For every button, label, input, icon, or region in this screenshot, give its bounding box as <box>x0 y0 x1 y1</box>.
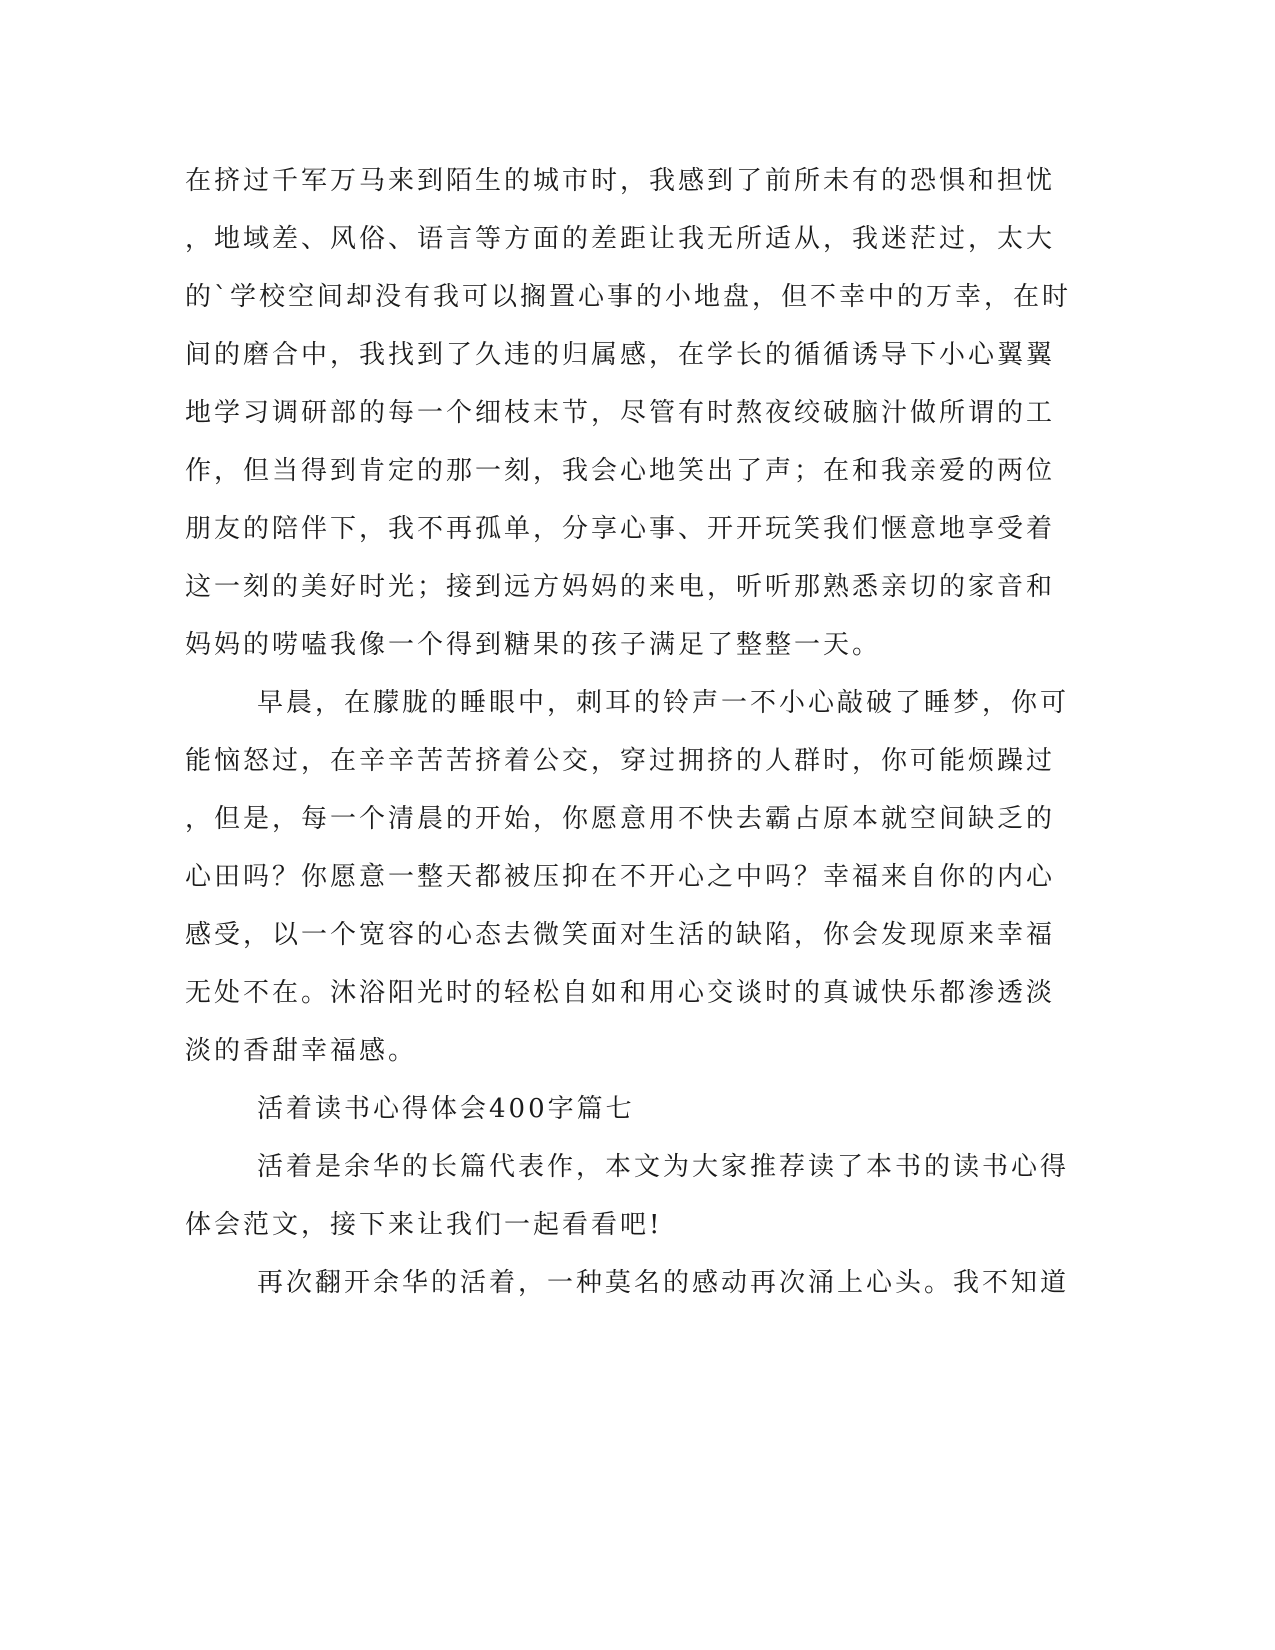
text-line: 地学习调研部的每一个细枝末节，尽管有时熬夜绞破脑汁做所谓的工 <box>185 398 1056 428</box>
text-line: 的`学校空间却没有我可以搁置心事的小地盘，但不幸中的万幸，在时 <box>185 282 1072 312</box>
section-heading: 活着读书心得体会400字篇七 <box>257 1094 635 1124</box>
text-line: 心田吗？你愿意一整天都被压抑在不开心之中吗？幸福来自你的内心 <box>185 862 1056 892</box>
paragraph-first-line: 再次翻开余华的活着，一种莫名的感动再次涌上心头。我不知道 <box>257 1268 1070 1298</box>
text-line: ，但是，每一个清晨的开始，你愿意用不快去霸占原本就空间缺乏的 <box>185 804 1056 834</box>
paragraph-first-line: 早晨，在朦胧的睡眼中，刺耳的铃声一不小心敲破了睡梦，你可 <box>257 688 1070 718</box>
text-line: 这一刻的美好时光；接到远方妈妈的来电，听听那熟悉亲切的家音和 <box>185 572 1056 602</box>
text-line: 感受，以一个宽容的心态去微笑面对生活的缺陷，你会发现原来幸福 <box>185 920 1056 950</box>
text-line: 体会范文，接下来让我们一起看看吧! <box>185 1210 663 1240</box>
text-line: 无处不在。沐浴阳光时的轻松自如和用心交谈时的真诚快乐都渗透淡 <box>185 978 1056 1008</box>
text-line: 作，但当得到肯定的那一刻，我会心地笑出了声；在和我亲爱的两位 <box>185 456 1056 486</box>
text-line: 淡的香甜幸福感。 <box>185 1036 418 1066</box>
text-line: ，地域差、风俗、语言等方面的差距让我无所适从，我迷茫过，太大 <box>185 224 1056 254</box>
text-line: 在挤过千军万马来到陌生的城市时，我感到了前所未有的恐惧和担忧 <box>185 166 1056 196</box>
paragraph-first-line: 活着是余华的长篇代表作，本文为大家推荐读了本书的读书心得 <box>257 1152 1070 1182</box>
text-line: 妈妈的唠嗑我像一个得到糖果的孩子满足了整整一天。 <box>185 630 882 660</box>
text-line: 能恼怒过，在辛辛苦苦挤着公交，穿过拥挤的人群时，你可能烦躁过 <box>185 746 1056 776</box>
text-line: 朋友的陪伴下，我不再孤单，分享心事、开开玩笑我们惬意地享受着 <box>185 514 1056 544</box>
text-line: 间的磨合中，我找到了久违的归属感，在学长的循循诱导下小心翼翼 <box>185 340 1056 370</box>
